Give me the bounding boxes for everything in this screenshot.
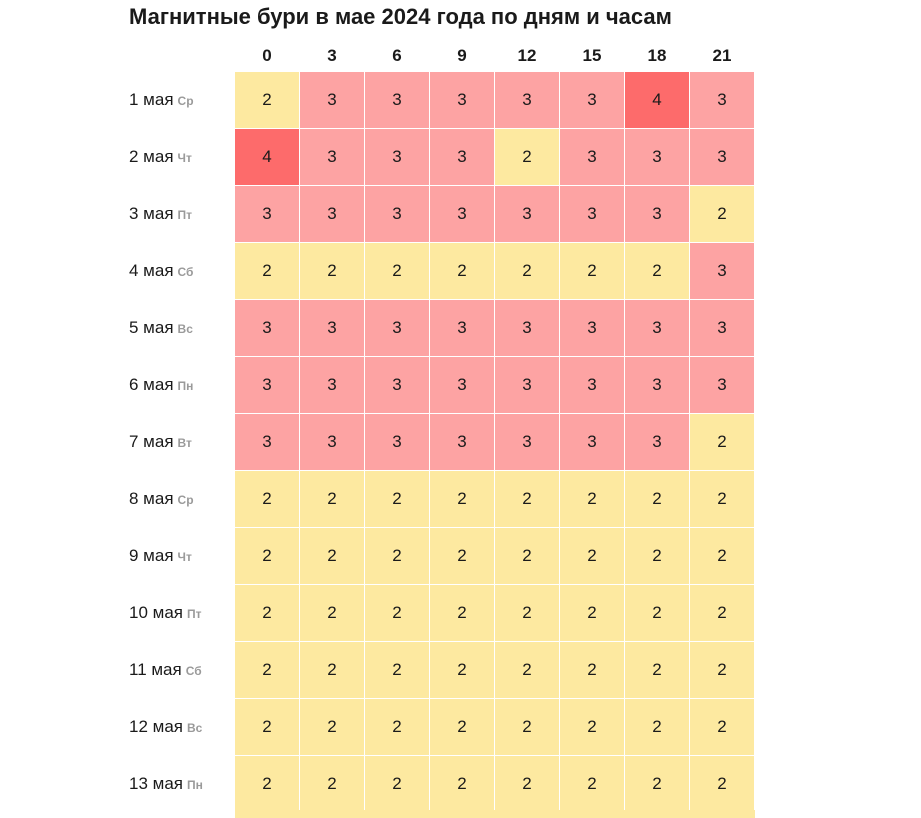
heatmap-cell: 3	[560, 357, 625, 414]
heatmap-cell: 2	[430, 642, 495, 699]
heatmap-cell: 2	[625, 528, 690, 585]
row-date: 10 мая	[129, 603, 183, 622]
heatmap-cell: 2	[495, 471, 560, 528]
heatmap-cell: 3	[430, 129, 495, 186]
heatmap-cell: 3	[365, 129, 430, 186]
heatmap-cell: 3	[625, 414, 690, 471]
hour-header-12: 12	[517, 46, 537, 65]
heatmap-cell: 3	[625, 186, 690, 243]
heatmap-cell: 2	[495, 243, 560, 300]
heatmap-cell: 2	[560, 243, 625, 300]
heatmap-cell: 2	[560, 471, 625, 528]
hour-header-15: 15	[582, 46, 602, 65]
chart-title: Магнитные бури в мае 2024 года по дням и часам	[129, 4, 672, 29]
heatmap-cell: 3	[625, 300, 690, 357]
row-weekday: Пт	[177, 208, 193, 222]
heatmap-cell: 3	[300, 300, 365, 357]
heatmap-cell: 2	[690, 585, 755, 642]
heatmap-cell: 3	[495, 300, 560, 357]
heatmap-cell: 2	[625, 756, 690, 813]
heatmap-cell: 3	[430, 72, 495, 129]
heatmap-cell: 3	[560, 414, 625, 471]
heatmap-cell: 3	[235, 300, 300, 357]
heatmap-cell: 3	[495, 186, 560, 243]
heatmap-cell: 2	[300, 243, 365, 300]
heatmap-cell: 3	[690, 357, 755, 414]
row-date: 3 мая	[129, 204, 174, 223]
heatmap-cell: 3	[300, 357, 365, 414]
row-label	[129, 585, 202, 641]
row-label	[129, 129, 192, 185]
row-weekday: Вс	[177, 322, 193, 336]
heatmap-cell: 3	[495, 72, 560, 129]
row-weekday: Пт	[186, 607, 202, 621]
row-label	[129, 414, 192, 470]
row-label	[129, 528, 192, 584]
heatmap-cell: 3	[430, 186, 495, 243]
heatmap-cell: 2	[495, 528, 560, 585]
row-label	[129, 300, 193, 356]
heatmap-cell: 2	[690, 471, 755, 528]
row-date: 5 мая	[129, 318, 174, 337]
hour-header-6: 6	[392, 46, 402, 65]
heatmap-cell: 3	[235, 357, 300, 414]
row-weekday: Чт	[177, 550, 192, 564]
row-weekday: Ср	[177, 493, 194, 507]
hour-header-21: 21	[712, 46, 732, 65]
heatmap-cell: 2	[235, 642, 300, 699]
heatmap-cell: 3	[560, 129, 625, 186]
heatmap-cell: 2	[690, 699, 755, 756]
heatmap-cell: 2	[690, 528, 755, 585]
row-date: 11 мая	[129, 660, 182, 679]
heatmap-cell: 3	[365, 300, 430, 357]
row-date: 12 мая	[129, 717, 183, 736]
heatmap-cell: 3	[690, 243, 755, 300]
heatmap-cell: 2	[365, 642, 430, 699]
heatmap-cell: 3	[300, 129, 365, 186]
row-weekday: Пн	[186, 778, 203, 792]
heatmap-cell: 3	[235, 186, 300, 243]
heatmap-cell: 4	[235, 129, 300, 186]
row-weekday: Чт	[177, 151, 192, 165]
heatmap-cell: 3	[625, 129, 690, 186]
heatmap-cell: 3	[430, 300, 495, 357]
heatmap-cell: 2	[300, 642, 365, 699]
heatmap-cell: 3	[560, 300, 625, 357]
row-date: 13 мая	[129, 774, 183, 793]
heatmap-cell: 3	[430, 414, 495, 471]
heatmap-cell: 2	[300, 699, 365, 756]
row-label	[129, 186, 192, 242]
heatmap-cell: 2	[235, 699, 300, 756]
heatmap-cell: 2	[690, 414, 755, 471]
heatmap-cell: 3	[560, 186, 625, 243]
heatmap-cell: 2	[300, 471, 365, 528]
heatmap-cell: 3	[300, 72, 365, 129]
row-label	[129, 699, 202, 755]
heatmap-cell: 2	[625, 585, 690, 642]
hour-header-18: 18	[647, 46, 667, 65]
heatmap-cell: 3	[365, 186, 430, 243]
heatmap-cell: 3	[300, 186, 365, 243]
heatmap-cell: 3	[495, 414, 560, 471]
hour-header-0: 0	[262, 46, 272, 65]
row-weekday: Сб	[177, 265, 194, 279]
heatmap-cell: 2	[495, 585, 560, 642]
heatmap-cell: 2	[625, 642, 690, 699]
row-label	[129, 357, 193, 413]
heatmap-cell: 2	[495, 129, 560, 186]
heatmap-cell: 2	[235, 756, 300, 813]
heatmap-cell: 2	[690, 756, 755, 813]
row-weekday: Пн	[177, 379, 194, 393]
heatmap-cell: 2	[300, 528, 365, 585]
row-date: 9 мая	[129, 546, 174, 565]
heatmap-cell: 2	[690, 642, 755, 699]
heatmap-cell: 2	[690, 186, 755, 243]
heatmap-cell: 2	[560, 585, 625, 642]
row-date: 4 мая	[129, 261, 174, 280]
heatmap-cell: 2	[430, 585, 495, 642]
heatmap-cell: 3	[235, 414, 300, 471]
heatmap-cell: 2	[365, 585, 430, 642]
heatmap-cell: 3	[690, 72, 755, 129]
heatmap-cell: 2	[365, 528, 430, 585]
heatmap-cell: 2	[365, 756, 430, 813]
heatmap-cell: 2	[560, 528, 625, 585]
heatmap-cell: 2	[625, 243, 690, 300]
heatmap-cell: 2	[430, 243, 495, 300]
heatmap-cell: 3	[625, 357, 690, 414]
heatmap-cell: 2	[495, 642, 560, 699]
row-date: 6 мая	[129, 375, 174, 394]
heatmap-cell: 2	[300, 585, 365, 642]
hour-header-3: 3	[327, 46, 337, 65]
heatmap-cell: 2	[235, 528, 300, 585]
row-date: 7 мая	[129, 432, 174, 451]
heatmap-cell: 2	[560, 699, 625, 756]
heatmap-cell: 3	[690, 300, 755, 357]
heatmap-cell: 2	[560, 756, 625, 813]
heatmap-cell: 2	[495, 699, 560, 756]
heatmap-cell: 2	[430, 471, 495, 528]
heatmap-cell: 3	[365, 72, 430, 129]
heatmap-cell: 2	[625, 471, 690, 528]
row-weekday: Сб	[185, 664, 202, 678]
heatmap-cell: 3	[430, 357, 495, 414]
heatmap-cell: 2	[235, 72, 300, 129]
row-label	[129, 642, 202, 698]
heatmap-cell: 4	[625, 72, 690, 129]
row-label	[129, 72, 194, 128]
row-weekday: Ср	[177, 94, 194, 108]
heatmap-cell: 2	[430, 699, 495, 756]
heatmap-cell: 2	[300, 756, 365, 813]
row-label	[129, 471, 194, 527]
row-weekday: Вт	[177, 436, 192, 450]
heatmap-cell: 2	[365, 471, 430, 528]
heatmap-cell: 2	[235, 471, 300, 528]
heatmap-cell: 2	[560, 642, 625, 699]
heatmap-cell: 2	[495, 756, 560, 813]
heatmap-cell: 2	[365, 699, 430, 756]
heatmap-cell: 2	[430, 528, 495, 585]
heatmap-cell: 3	[365, 414, 430, 471]
row-label	[129, 756, 203, 812]
heatmap-cell: 3	[495, 357, 560, 414]
heatmap-cell: 2	[235, 243, 300, 300]
heatmap-cell: 3	[690, 129, 755, 186]
row-label	[129, 243, 193, 299]
heatmap-cell: 3	[300, 414, 365, 471]
heatmap-cell: 2	[365, 243, 430, 300]
heatmap-cell: 2	[430, 756, 495, 813]
heatmap-cell: 3	[365, 357, 430, 414]
heatmap-cell: 3	[560, 72, 625, 129]
hour-header-9: 9	[457, 46, 467, 65]
heatmap-next-row-partial	[235, 810, 755, 818]
row-weekday: Вс	[186, 721, 203, 735]
row-date: 8 мая	[129, 489, 174, 508]
row-date: 1 мая	[129, 90, 174, 109]
heatmap-cell: 2	[625, 699, 690, 756]
row-date: 2 мая	[129, 147, 174, 166]
heatmap-cell: 2	[235, 585, 300, 642]
